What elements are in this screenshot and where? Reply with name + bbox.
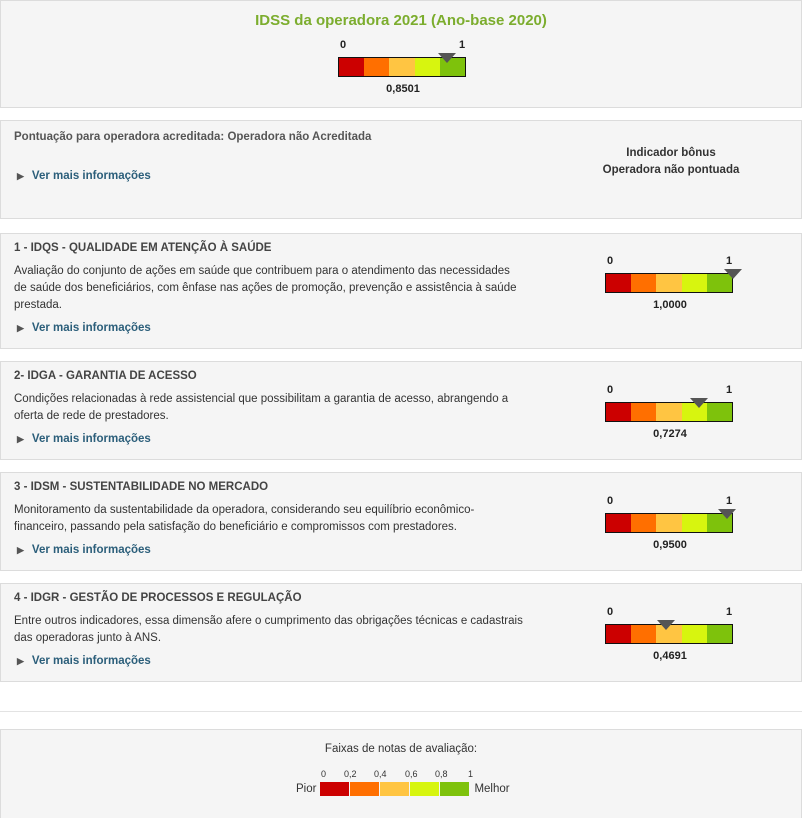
- more-link-label: Ver mais informações: [31, 170, 151, 182]
- more-link-label: Ver mais informações: [31, 322, 151, 334]
- more-link-label: Ver mais informações: [31, 655, 151, 667]
- legend-panel: [0, 729, 802, 818]
- gauge-segment: [339, 58, 364, 76]
- gauge-marker-icon: [438, 53, 456, 63]
- expand-triangle-icon: ▶: [17, 323, 24, 333]
- gauge-segment: [631, 625, 656, 643]
- gauge-min-label: 0: [607, 384, 614, 396]
- more-link-label: Ver mais informações: [31, 544, 151, 556]
- bonus-indicator: [561, 145, 781, 179]
- gauge-min-label: 0: [340, 39, 347, 51]
- legend-tick: 0,6: [405, 769, 418, 779]
- gauge-max-label: 1: [726, 606, 733, 618]
- section-description: Avaliação do conjunto de ações em saúde que contribuem para o atendimento das necessidades de saúde dos beneficiários, com ênfase nas ações de promoção, prevenção e assistência à saúde prestada.: [14, 265, 517, 311]
- legend-row: [296, 782, 510, 796]
- expand-triangle-icon: ▶: [17, 171, 24, 181]
- gauge-marker-icon: [724, 269, 742, 279]
- gauge-value: 1,0000: [653, 299, 687, 311]
- gauge-segment: [606, 403, 631, 421]
- gauge-bar: [605, 273, 733, 293]
- section-title: 4 - IDGR - GESTÃO DE PROCESSOS E REGULAÇÃO: [14, 592, 302, 604]
- gauge-segment: [656, 403, 681, 421]
- legend-tick: 0,2: [344, 769, 357, 779]
- gauge-segment: [682, 514, 707, 532]
- gauge-segment: [389, 58, 414, 76]
- gauge-value: 0,9500: [653, 539, 687, 551]
- gauge-segment: [631, 403, 656, 421]
- gauge-segment: [707, 403, 732, 421]
- gauge-value: 0,4691: [653, 650, 687, 662]
- more-link-label: Ver mais informações: [31, 433, 151, 445]
- section-more-link[interactable]: [17, 544, 151, 556]
- expand-triangle-icon: ▶: [17, 434, 24, 444]
- legend-tick: 0: [321, 769, 327, 779]
- legend-worst-label: Pior: [296, 783, 317, 795]
- legend-swatch: [410, 782, 439, 796]
- legend-tick: 0,4: [374, 769, 387, 779]
- bonus-value: Operadora não pontuada: [602, 164, 740, 176]
- section-description: Condições relacionadas à rede assistencial que possibilitam a garantia de acesso, abrangendo a oferta de rede de prestadores.: [14, 393, 509, 422]
- gauge-segment: [656, 274, 681, 292]
- gauge-marker-icon: [718, 509, 736, 519]
- gauge-segment: [415, 58, 440, 76]
- section-description: Monitoramento da sustentabilidade da operadora, considerando seu equilíbrio econômico-financeiro, passando pela satisfação do beneficiário e compromissos com prestadores.: [14, 504, 475, 533]
- gauge-min-label: 0: [607, 495, 614, 507]
- legend-swatch: [440, 782, 469, 796]
- section-title: 1 - IDQS - QUALIDADE EM ATENÇÃO À SAÚDE: [14, 242, 272, 254]
- gauge-min-label: 0: [607, 606, 614, 618]
- section-description: Entre outros indicadores, essa dimensão afere o cumprimento das obrigações técnicas e cadastrais das operadoras junto à ANS.: [14, 615, 523, 644]
- accreditation-more-link[interactable]: [17, 170, 151, 182]
- legend-swatch: [350, 782, 379, 796]
- section-idsm: [0, 472, 802, 571]
- divider: [0, 711, 802, 712]
- section-title: 2- IDGA - GARANTIA DE ACESSO: [14, 370, 197, 382]
- legend-bar: [320, 782, 470, 796]
- gauge-segment: [656, 514, 681, 532]
- legend-tick: 1: [468, 769, 474, 779]
- gauge-max-label: 1: [726, 255, 733, 267]
- legend-best-label: Melhor: [474, 783, 510, 795]
- gauge-segment: [364, 58, 389, 76]
- gauge-min-label: 0: [607, 255, 614, 267]
- accreditation-text: Pontuação para operadora acreditada: Operadora não Acreditada: [14, 131, 372, 143]
- expand-triangle-icon: ▶: [17, 656, 24, 666]
- gauge-max-label: 1: [459, 39, 466, 51]
- section-more-link[interactable]: [17, 433, 151, 445]
- gauge-segment: [606, 625, 631, 643]
- gauge-segment: [606, 514, 631, 532]
- expand-triangle-icon: ▶: [17, 545, 24, 555]
- gauge-bar: [605, 513, 733, 533]
- gauge-segment: [606, 274, 631, 292]
- gauge-segment: [631, 514, 656, 532]
- accreditation-panel: [0, 120, 802, 219]
- gauge-segment: [682, 274, 707, 292]
- legend-swatch: [320, 782, 349, 796]
- section-more-link[interactable]: [17, 655, 151, 667]
- gauge-bar: [605, 402, 733, 422]
- idss-title: IDSS da operadora 2021 (Ano-base 2020): [255, 12, 547, 29]
- section-more-link[interactable]: [17, 322, 151, 334]
- gauge-segment: [682, 625, 707, 643]
- gauge-value: 0,8501: [386, 83, 420, 95]
- section-idga: [0, 361, 802, 460]
- bonus-title: Indicador bônus: [626, 147, 716, 159]
- gauge-marker-icon: [657, 620, 675, 630]
- gauge-max-label: 1: [726, 495, 733, 507]
- gauge-value: 0,7274: [653, 428, 687, 440]
- idss-header-panel: [0, 0, 802, 108]
- legend-tick: 0,8: [435, 769, 448, 779]
- gauge-max-label: 1: [726, 384, 733, 396]
- gauge-marker-icon: [690, 398, 708, 408]
- legend-swatch: [380, 782, 409, 796]
- section-idqs: [0, 233, 802, 349]
- gauge-segment: [631, 274, 656, 292]
- section-idgr: [0, 583, 802, 682]
- legend-title: Faixas de notas de avaliação:: [324, 743, 478, 755]
- section-title: 3 - IDSM - SUSTENTABILIDADE NO MERCADO: [14, 481, 269, 493]
- gauge-segment: [707, 625, 732, 643]
